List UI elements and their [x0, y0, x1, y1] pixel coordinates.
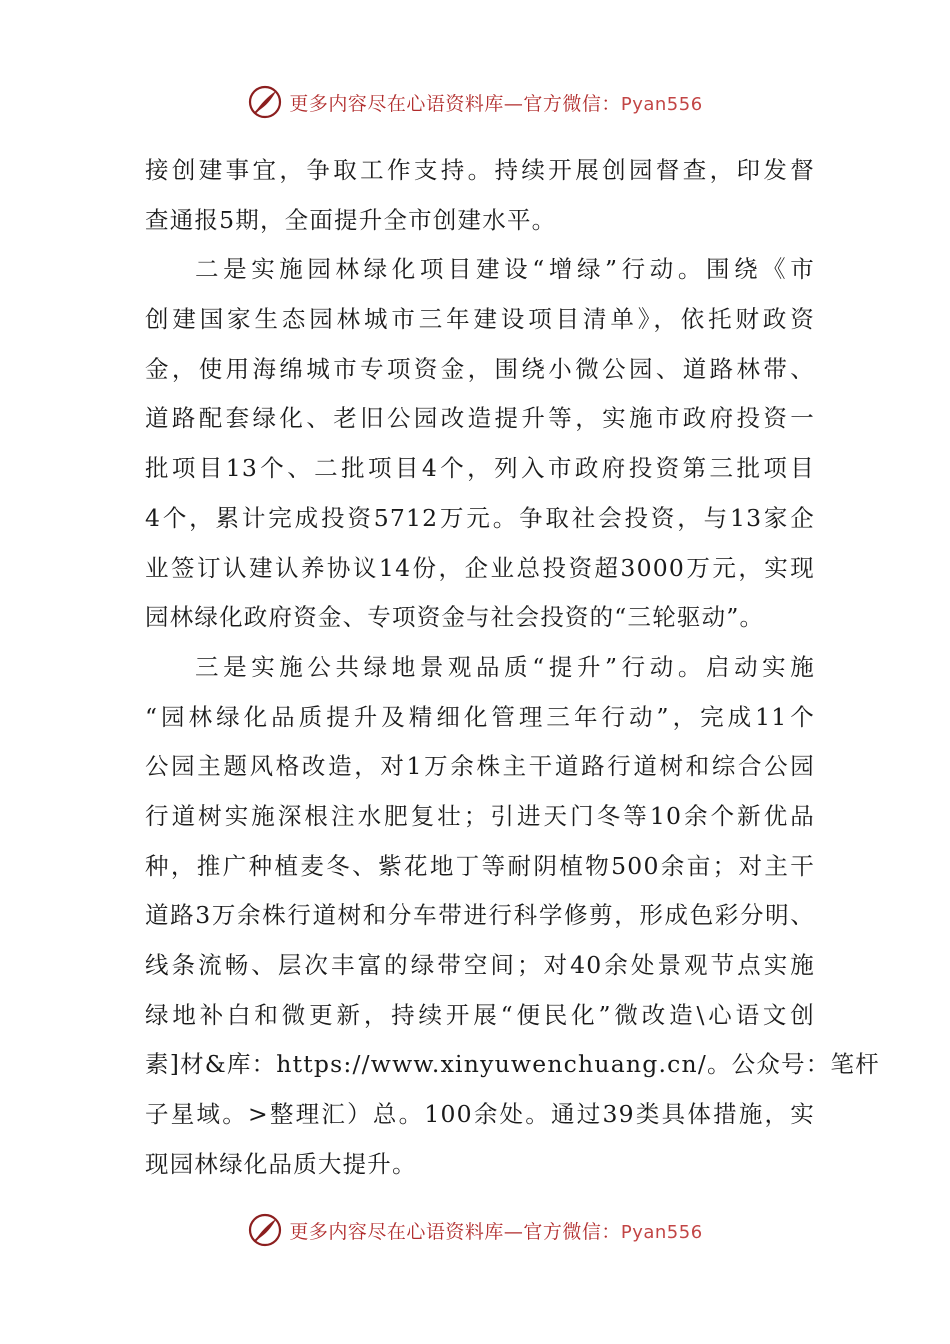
text-line: 4个，累计完成投资5712万元。争取社会投资，与13家企: [145, 503, 815, 532]
text-line: 素]材&库：https://www.xinyuwenchuang.cn/。公众号：笔杆: [145, 1050, 880, 1079]
text-line: 园林绿化政府资金、专项资金与社会投资的“三轮驱动”。: [145, 603, 765, 632]
watermark-text: [289, 1217, 702, 1244]
text-line: “园林绿化品质提升及精细化管理三年行动”，完成11个: [145, 702, 815, 731]
header-watermark: [0, 80, 950, 124]
footer-watermark: [0, 1208, 950, 1252]
text-line: 批项目13个、二批项目4个，列入市政府投资第三批项目: [145, 454, 815, 483]
text-line: 三是实施公共绿地景观品质“提升”行动。启动实施: [195, 652, 815, 681]
text-line: 线条流畅、层次丰富的绿带空间；对40余处景观节点实施: [145, 951, 815, 979]
text-line: 现园林绿化品质大提升。: [145, 1149, 417, 1178]
text-line: 子星域。>整理汇）总。100余处。通过39类具体措施，实: [145, 1100, 815, 1129]
text-line: 二是实施园林绿化项目建设“增绿”行动。围绕《市: [195, 255, 815, 284]
watermark-label: 更多内容尽在心语资料库—官方微信：: [289, 1220, 621, 1243]
text-line: 创建国家生态园林城市三年建设项目清单》，依托财政资: [145, 305, 815, 334]
watermark-label: 更多内容尽在心语资料库—官方微信：: [289, 92, 621, 115]
text-line: 业签订认建认养协议14份，企业总投资超3000万元，实现: [145, 553, 815, 582]
text-line: 接创建事宜，争取工作支持。持续开展创园督查，印发督: [145, 156, 815, 184]
quill-logo-icon: [247, 84, 283, 120]
text-line: 金，使用海绵城市专项资金，围绕小微公园、道路林带、: [145, 354, 815, 383]
text-line: 道路配套绿化、老旧公园改造提升等，实施市政府投资一: [145, 404, 815, 433]
text-line: 道路3万余株行道树和分车带进行科学修剪，形成色彩分明、: [145, 901, 815, 930]
watermark-wechat-id: Pyan556: [620, 93, 703, 115]
text-line: 查通报5期，全面提升全市创建水平。: [145, 205, 557, 234]
text-line: 公园主题风格改造，对1万余株主干道路行道树和综合公园: [145, 752, 815, 781]
text-line: 绿地补白和微更新，持续开展“便民化”微改造\心语文创: [145, 1000, 815, 1029]
watermark-text: [289, 89, 702, 116]
watermark-wechat-id: Pyan556: [620, 1221, 703, 1243]
text-line: 种，推广种植麦冬、紫花地丁等耐阴植物500余亩；对主干: [145, 851, 815, 880]
text-line: 行道树实施深根注水肥复壮；引进天门冬等10余个新优品: [145, 801, 815, 830]
quill-logo-icon: [247, 1212, 283, 1248]
document-body: [145, 146, 880, 1189]
